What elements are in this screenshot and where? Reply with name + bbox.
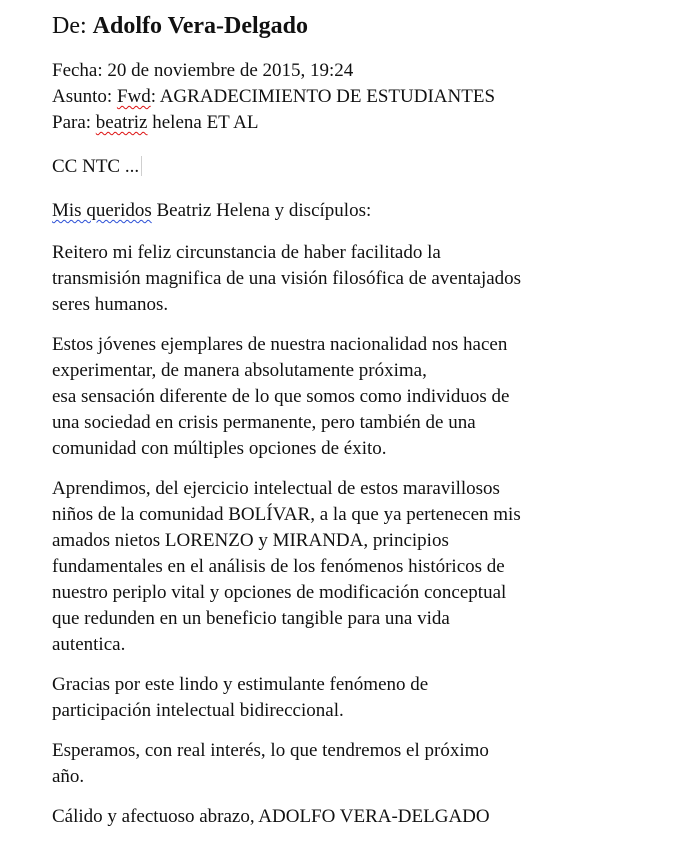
paragraph-line: participación intelectual bidireccional.: [52, 700, 344, 721]
paragraph-line: esa sensación diferente de lo que somos como individuos de: [52, 386, 510, 407]
cc-line: [52, 154, 652, 180]
subject-text: : AGRADECIMIENTO DE ESTUDIANTES: [150, 86, 496, 107]
paragraph-2: [52, 332, 652, 462]
paragraph-line: transmisión magnifica de una visión filosófica de aventajados: [52, 268, 522, 289]
to-label: Para:: [52, 112, 92, 133]
paragraph-line: año.: [52, 766, 85, 787]
paragraph-line: niños de la comunidad BOLÍVAR, a la que ya pertenecen mis: [52, 504, 521, 525]
paragraph-line: amados nietos LORENZO y MIRANDA, principios: [52, 530, 449, 551]
date-value: 20 de noviembre de 2015, 19:24: [107, 60, 354, 81]
paragraph-line: Reitero mi feliz circunstancia de haber facilitado la: [52, 242, 441, 263]
email-document: [52, 10, 652, 844]
from-label: De:: [52, 13, 87, 39]
paragraph-line: Gracias por este lindo y estimulante fenómeno de: [52, 674, 429, 695]
paragraph-line: fundamentales en el análisis de los fenómenos históricos de: [52, 556, 505, 577]
paragraph-4: [52, 672, 652, 724]
subject-label: Asunto:: [52, 86, 113, 107]
paragraph-line: autentica.: [52, 634, 126, 655]
cc-text: CC NTC ...: [52, 156, 140, 177]
salutation-underlined: Mis queridos: [52, 200, 152, 221]
paragraph-line: una sociedad en crisis permanente, pero también de una: [52, 412, 476, 433]
paragraph-1: [52, 240, 652, 318]
text-cursor: [141, 156, 143, 176]
email-meta: [52, 58, 652, 136]
paragraph-line: nuestro periplo vital y opciones de modificación conceptual: [52, 582, 507, 603]
to-rest: helena ET AL: [147, 112, 259, 133]
salutation: [52, 198, 652, 224]
paragraph-line: Cálido y afectuoso abrazo, ADOLFO VERA-DELGADO: [52, 806, 490, 827]
to-line: [52, 110, 652, 136]
from-line: [52, 10, 652, 42]
paragraph-line: Esperamos, con real interés, lo que tendremos el próximo: [52, 740, 489, 761]
closing-line: [52, 804, 652, 830]
sender-name: Adolfo Vera-Delgado: [92, 13, 308, 39]
subject-prefix: Fwd: [116, 86, 151, 107]
salutation-rest: Beatriz Helena y discípulos:: [151, 200, 372, 221]
date-label: Fecha:: [52, 60, 103, 81]
letter-body: [52, 198, 652, 830]
to-first-name: beatriz: [95, 112, 148, 133]
paragraph-3: [52, 476, 652, 658]
paragraph-line: que redunden en un beneficio tangible para una vida: [52, 608, 450, 629]
paragraph-5: [52, 738, 652, 790]
paragraph-line: Estos jóvenes ejemplares de nuestra nacionalidad nos hacen: [52, 334, 508, 355]
paragraph-line: comunidad con múltiples opciones de éxito.: [52, 438, 387, 459]
subject-line: [52, 84, 652, 110]
paragraph-line: seres humanos.: [52, 294, 169, 315]
paragraph-line: experimentar, de manera absolutamente próxima,: [52, 360, 427, 381]
date-line: [52, 58, 652, 84]
paragraph-line: Aprendimos, del ejercicio intelectual de estos maravillosos: [52, 478, 500, 499]
